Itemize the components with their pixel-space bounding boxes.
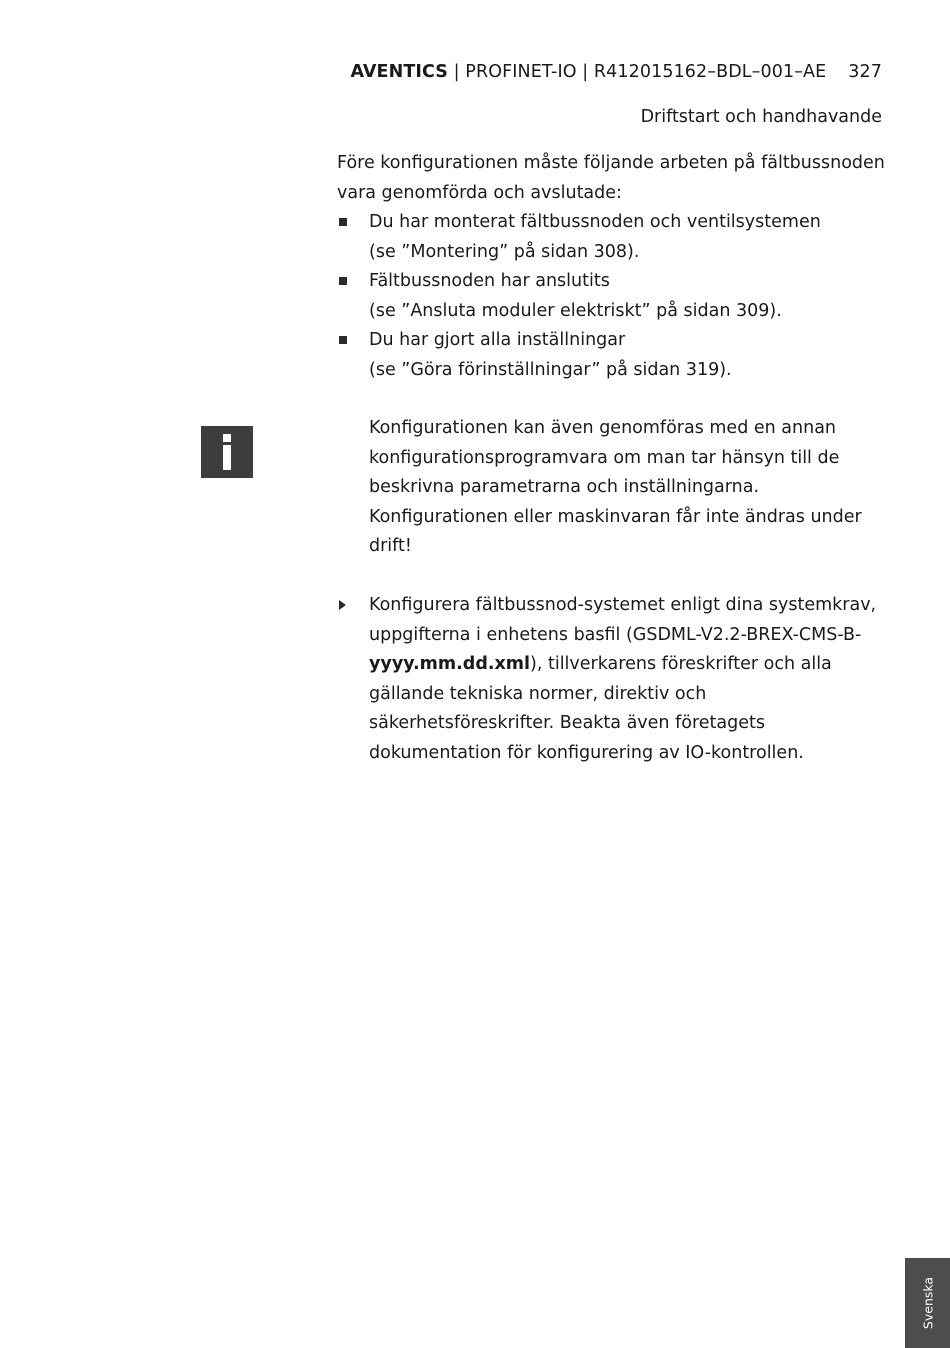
action-line: säkerhetsföreskrifter. Beakta även företagets	[369, 713, 765, 733]
action-line	[369, 650, 876, 680]
list-item	[337, 208, 821, 267]
info-icon	[201, 426, 253, 478]
list-item-reference: (se ”Göra förinställningar” på sidan 319).	[369, 359, 732, 380]
list-item-text: Du har monterat fältbussnoden och ventilsystemen	[369, 212, 821, 232]
bullet-square-icon	[339, 277, 347, 285]
section-title: Driftstart och handhavande	[640, 107, 882, 127]
action-step	[337, 591, 876, 768]
action-line-rest: ), tillverkarens föreskrifter och alla	[530, 654, 832, 674]
language-tab-label: Svenska	[920, 1276, 935, 1330]
note-line: drift!	[369, 536, 412, 556]
page-header	[350, 62, 882, 82]
bullet-square-icon	[339, 336, 347, 344]
page-number: 327	[848, 62, 882, 82]
list-item-reference: (se ”Ansluta moduler elektriskt” på sidan 309).	[369, 300, 782, 321]
list-item-reference: (se ”Montering” på sidan 308).	[369, 241, 640, 262]
bullet-square-icon	[339, 218, 347, 226]
info-note	[369, 414, 862, 562]
action-line: gällande tekniska normer, direktiv och	[369, 683, 707, 704]
action-line: uppgifterna i enhetens basfil (GSDML-V2.2-BREX-CMS-B-	[369, 624, 862, 645]
brand-name: AVENTICS	[350, 62, 448, 82]
note-line: Konfigurationen eller maskinvaran får inte ändras under	[369, 506, 862, 527]
intro-line: Före konfigurationen måste följande arbeten på fältbussnoden	[337, 153, 885, 173]
list-item-text: Du har gjort alla inställningar	[369, 330, 626, 350]
note-line: beskrivna parametrarna och inställningarna.	[369, 477, 760, 497]
list-item	[337, 326, 821, 385]
note-line: konfigurationsprogramvara om man tar hänsyn till de	[369, 447, 840, 468]
note-line: Konfigurationen kan även genomföras med en annan	[369, 418, 837, 438]
language-tab	[905, 1258, 950, 1348]
info-icon-dot	[223, 434, 231, 442]
action-line: Konfigurera fältbussnod-systemet enligt dina systemkrav,	[369, 595, 877, 615]
action-arrow-icon	[339, 600, 346, 610]
prerequisite-list	[337, 208, 821, 385]
basefile-name: yyyy.mm.dd.xml	[369, 654, 531, 674]
info-icon-stem	[223, 445, 231, 470]
action-text	[337, 591, 876, 768]
list-item	[337, 267, 821, 326]
action-line: dokumentation för konfigurering av IO-kontrollen.	[369, 742, 804, 763]
list-item-text: Fältbussnoden har anslutits	[369, 271, 610, 291]
document-reference: | PROFINET-IO | R412015162–BDL–001–AE	[447, 62, 827, 82]
intro-paragraph	[337, 149, 885, 208]
intro-line: vara genomförda och avslutade:	[337, 182, 622, 203]
